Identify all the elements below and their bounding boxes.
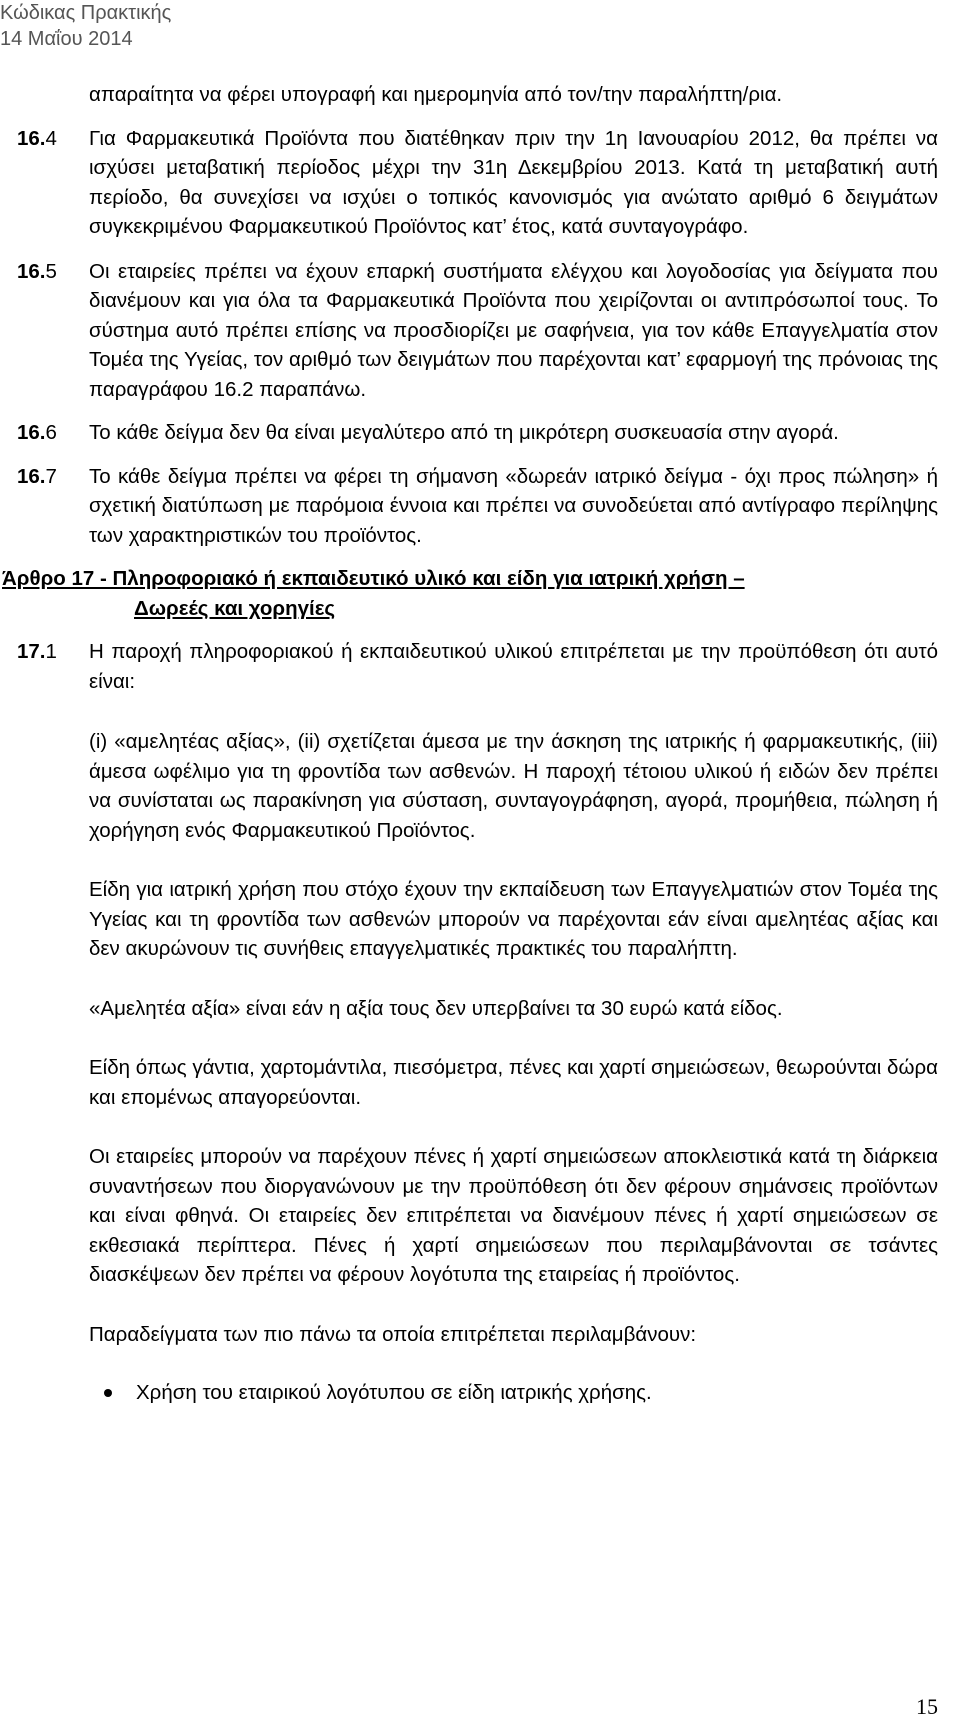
section-text: Το κάθε δείγμα δεν θα είναι μεγαλύτερο από τη μικρότερη συσκευασία στην αγορά. (89, 421, 839, 444)
section-16-5 (17, 257, 938, 405)
bullet-text: Χρήση του εταιρικού λογότυπου σε είδη ιατρικής χρήσης. (136, 1381, 652, 1404)
article-17-heading (2, 564, 938, 624)
section-number: 17.1 (17, 640, 57, 663)
section-text: Για Φαρμακευτικά Προϊόντα που διατέθηκαν πριν την 1η Ιανουαρίου 2012, θα πρέπει να ισχύσει μεταβατική περίοδος μέχρι την 31η Δεκεμβρίου 2013. Κατά τη μεταβατική αυτή περίοδο, θα συνεχίσει να ισχύει ο τοπικός κανονισμός για ανώτατο αριθμό 6 δειγμάτων συγκεκριμένου Φαρμακευτικού Προϊόντος κατ’ έτος, κατά συνταγογράφο. (89, 126, 938, 238)
section-16-7 (17, 462, 938, 551)
article-heading-line-2: Δωρεές και χορηγίες (134, 597, 336, 620)
paragraph-pens-notepads: Οι εταιρείες μπορούν να παρέχουν πένες ή χαρτί σημειώσεων αποκλειστικά κατά τη διάρκεια συναντήσεων που διοργανώνουν με την προϋπόθεση ότι δεν φέρουν σημάνσεις προϊόντων και είναι φθηνά. Οι εταιρείες δεν επιτρέπεται να διανέμουν πένες ή χαρτί σημειώσεων σε εκθεσιακά περίπτερα. Πένες ή χαρτί σημειώσεων που περιλαμβάνονται σε τσάντες διασκέψεων δεν πρέπει να φέρουν λογότυπα της εταιρείας ή προϊόντος. (89, 1145, 938, 1286)
paragraph-examples-intro: Παραδείγματα των πιο πάνω τα οποία επιτρέπεται περιλαμβάνουν: (89, 1322, 697, 1346)
page-number: 15 (916, 1694, 938, 1719)
section-text: Η παροχή πληροφοριακού ή εκπαιδευτικού υλικού επιτρέπεται με την προϋπόθεση ότι αυτό είναι: (89, 640, 938, 693)
section-number: 16.5 (17, 259, 57, 283)
header-title: Κώδικας Πρακτικής (0, 2, 172, 24)
document-body (2, 80, 938, 1408)
paragraph-gifts: Είδη όπως γάντια, χαρτομάντιλα, πιεσόμετρα, πένες και χαρτί σημειώσεων, θεωρούνται δώρα και επομένως απαγορεύονται. (89, 1056, 938, 1109)
bullet-icon (104, 1389, 112, 1397)
section-17-1 (17, 637, 938, 696)
section-number: 16.6 (17, 421, 57, 444)
section-16-6 (17, 418, 938, 448)
section-text: Οι εταιρείες πρέπει να έχουν επαρκή συστήματα ελέγχου και λογοδοσίας για δείγματα που διανέμουν και για όλα τα Φαρμακευτικά Προϊόντα που χειρίζονται οι αντιπρόσωποί τους. Το σύστημα αυτό πρέπει επίσης να προσδιορίζει με σαφήνεια, για τον κάθε Επαγγελματία στον Τομέα της Υγείας, τον αριθμό των δειγμάτων που παρέχονται κατ’ εφαρμογή της πρόνοιας της παραγράφου 16.2 παραπάνω. (89, 259, 938, 401)
paragraph-medical-items: Είδη για ιατρική χρήση που στόχο έχουν την εκπαίδευση των Επαγγελματιών στον Τομέα της Υγείας και τη φροντίδα των ασθενών μπορούν να παρέχονται εάν είναι αμελητέας αξίας και δεν ακυρώνουν τις συνήθεις επαγγελματικές πρακτικές του παραλήπτη. (89, 878, 938, 960)
page-header (0, 0, 171, 52)
intro-line: απαραίτητα να φέρει υπογραφή και ημερομηνία από τον/την παραλήπτη/ρια. (89, 83, 783, 106)
section-16-4 (17, 124, 938, 242)
paragraph-conditions: (i) «αμελητέας αξίας», (ii) σχετίζεται άμεσα με την άσκηση της ιατρικής ή φαρμακευτικής, (iii) άμεσα ωφέλιμο για τη φροντίδα των ασθενών. Η παροχή τέτοιου υλικού ή ειδών δεν πρέπει να συνίσταται ως παρακίνηση για σύσταση, συνταγογράφηση, αγορά, προμήθεια, πώληση ή χορήγηση ενός Φαρμακευτικού Προϊόντος. (89, 730, 938, 842)
article-heading-line-1: Άρθρο 17 - Πληροφοριακό ή εκπαιδευτικό υλικό και είδη για ιατρική χρήση – (2, 567, 745, 590)
section-number: 16.7 (17, 464, 57, 488)
list-item (89, 1378, 938, 1408)
section-text: Το κάθε δείγμα πρέπει να φέρει τη σήμανση «δωρεάν ιατρικό δείγμα - όχι προς πώληση» ή σχετική διατύπωση με παρόμοια έννοια και πρέπει να συνοδεύεται από αντίγραφο περίληψης των χαρακτηριστικών του προϊόντος. (89, 464, 938, 547)
header-date: 14 Μαΐου 2014 (0, 28, 133, 50)
section-number: 16.4 (17, 126, 57, 150)
paragraph-negligible-value: «Αμελητέα αξία» είναι εάν η αξία τους δεν υπερβαίνει τα 30 ευρώ κατά είδος. (89, 996, 783, 1020)
